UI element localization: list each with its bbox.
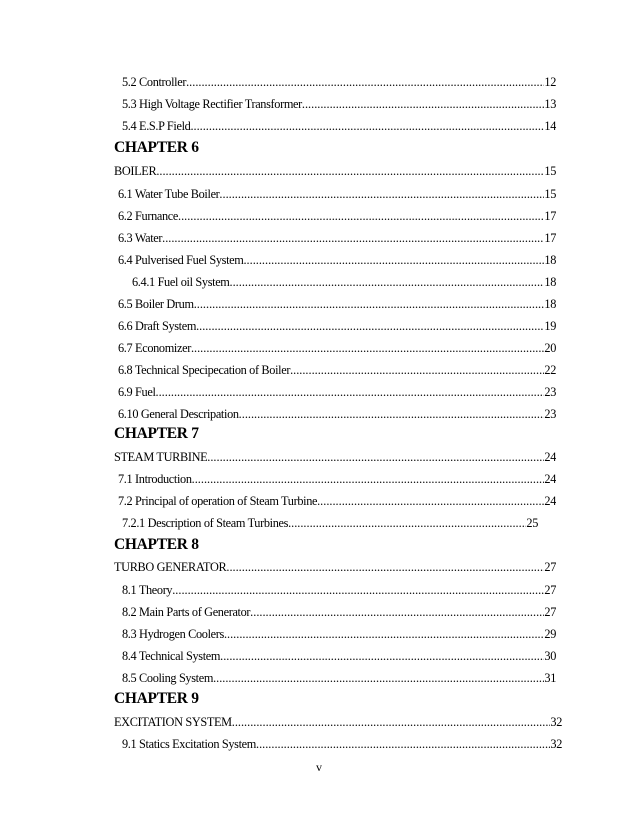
toc-entry — [118, 384, 556, 400]
toc-entry-label: 6.3 Water — [118, 231, 163, 245]
toc-entry-page: 15 — [544, 164, 556, 178]
leader-dots — [178, 208, 544, 224]
toc-entry-label: 8.2 Main Parts of Generator — [122, 605, 251, 619]
toc-entry — [122, 74, 556, 90]
toc-entry — [118, 208, 556, 224]
page-number: v — [316, 760, 322, 774]
chapter-heading: CHAPTER 6 — [114, 139, 199, 156]
leader-dots — [219, 186, 544, 202]
leader-dots — [232, 714, 551, 730]
toc-entry — [122, 582, 556, 598]
leader-dots — [186, 74, 544, 90]
toc-entry-page: 20 — [544, 341, 556, 355]
toc-entry — [118, 340, 556, 356]
leader-dots — [302, 96, 544, 112]
toc-entry-label: 5.4 E.S.P Field — [122, 119, 191, 133]
toc-entry-page: 27 — [544, 560, 556, 574]
leader-dots — [172, 582, 544, 598]
toc-entry-page: 27 — [544, 583, 556, 597]
toc-entry-label: 7.2.1 Description of Steam Turbines — [122, 516, 289, 530]
toc-entry-page: 12 — [544, 75, 556, 89]
toc-entry — [122, 96, 556, 112]
toc-entry-page: 32 — [550, 737, 562, 751]
toc-entry — [122, 604, 556, 620]
leader-dots — [192, 471, 545, 487]
toc-entry-page: 30 — [544, 649, 556, 663]
toc-entry-page: 23 — [544, 407, 556, 421]
toc-entry-page: 24 — [544, 450, 556, 464]
leader-dots — [207, 449, 544, 465]
toc-entry-page: 18 — [544, 275, 556, 289]
toc-entry — [118, 230, 556, 246]
leader-dots — [239, 406, 545, 422]
toc-entry-label: TURBO GENERATOR — [114, 560, 227, 574]
leader-dots — [288, 515, 526, 531]
toc-entry-label: 6.1 Water Tube Boiler — [118, 187, 220, 201]
toc-entry-page: 27 — [544, 605, 556, 619]
toc-entry — [118, 252, 556, 268]
leader-dots — [317, 493, 544, 509]
toc-entry-label: STEAM TURBINE — [114, 450, 208, 464]
toc-entry-label: 7.1 Introduction — [118, 472, 192, 486]
toc-entry-label: 5.2 Controller — [122, 75, 187, 89]
chapter-heading: CHAPTER 7 — [114, 425, 199, 442]
toc-entry-label: 6.9 Fuel — [118, 385, 156, 399]
leader-dots — [230, 274, 545, 290]
toc-entry — [132, 274, 556, 290]
toc-entry — [122, 626, 556, 642]
toc-entry-page: 31 — [544, 671, 556, 685]
toc-entry — [118, 296, 556, 312]
toc-entry — [118, 406, 556, 422]
leader-dots — [224, 626, 544, 642]
toc-entry-label: 6.6 Draft System — [118, 319, 197, 333]
toc-entry — [118, 471, 556, 487]
toc-entry-label: 6.8 Technical Specipecation of Boiler — [118, 363, 291, 377]
toc-entry-label: 6.5 Boiler Drum — [118, 297, 194, 311]
toc-entry-page: 17 — [544, 209, 556, 223]
toc-entry-page: 29 — [544, 627, 556, 641]
toc-entry — [122, 736, 562, 752]
toc-entry-label: EXCITATION SYSTEM — [114, 715, 232, 729]
leader-dots — [156, 384, 545, 400]
toc-entry — [114, 449, 556, 465]
leader-dots — [156, 163, 544, 179]
toc-entry — [118, 493, 556, 509]
leader-dots — [220, 648, 544, 664]
chapter-heading: CHAPTER 9 — [114, 690, 199, 707]
leader-dots — [213, 670, 544, 686]
toc-entry-label: 7.2 Principal of operation of Steam Turbine — [118, 494, 318, 508]
toc-entry — [118, 362, 556, 378]
toc-entry-label: 6.10 General Descripation — [118, 407, 239, 421]
toc-entry-page: 19 — [544, 319, 556, 333]
leader-dots — [243, 252, 544, 268]
leader-dots — [250, 604, 544, 620]
toc-entry-page: 24 — [544, 472, 556, 486]
toc-entry-page: 23 — [544, 385, 556, 399]
toc-entry — [118, 318, 556, 334]
toc-entry-page: 24 — [544, 494, 556, 508]
chapter-heading: CHAPTER 8 — [114, 536, 199, 553]
toc-entry-label: 6.7 Economizer — [118, 341, 191, 355]
leader-dots — [190, 118, 544, 134]
toc-entry — [114, 559, 556, 575]
toc-entry-label: 6.4 Pulverised Fuel System — [118, 253, 244, 267]
toc-entry — [118, 186, 556, 202]
toc-entry-page: 17 — [544, 231, 556, 245]
toc-entry — [122, 515, 538, 531]
toc-entry-label: 8.4 Technical System — [122, 649, 221, 663]
leader-dots — [290, 362, 544, 378]
toc-entry-page: 14 — [544, 119, 556, 133]
toc-entry — [122, 670, 556, 686]
toc-entry — [114, 163, 556, 179]
toc-entry-label: 8.5 Cooling System — [122, 671, 214, 685]
leader-dots — [194, 296, 545, 312]
toc-entry — [122, 648, 556, 664]
toc-entry-label: 8.3 Hydrogen Coolers — [122, 627, 224, 641]
toc-entry-page: 32 — [550, 715, 562, 729]
toc-entry-label: 6.2 Furnance — [118, 209, 178, 223]
leader-dots — [196, 318, 544, 334]
toc-entry-page: 18 — [544, 253, 556, 267]
toc-entry-page: 13 — [544, 97, 556, 111]
leader-dots — [226, 559, 544, 575]
toc-entry-page: 25 — [526, 516, 538, 530]
toc-entry-label: BOILER — [114, 164, 157, 178]
toc-entry — [114, 714, 562, 730]
toc-entry-label: 8.1 Theory — [122, 583, 173, 597]
toc-entry-label: 9.1 Statics Excitation System — [122, 737, 256, 751]
toc-entry — [122, 118, 556, 134]
leader-dots — [162, 230, 544, 246]
leader-dots — [191, 340, 544, 356]
toc-entry-label: 6.4.1 Fuel oil System — [132, 275, 230, 289]
leader-dots — [256, 736, 550, 752]
toc-entry-page: 22 — [544, 363, 556, 377]
toc-entry-page: 18 — [544, 297, 556, 311]
toc-entry-page: 15 — [544, 187, 556, 201]
toc-entry-label: 5.3 High Voltage Rectifier Transformer — [122, 97, 302, 111]
